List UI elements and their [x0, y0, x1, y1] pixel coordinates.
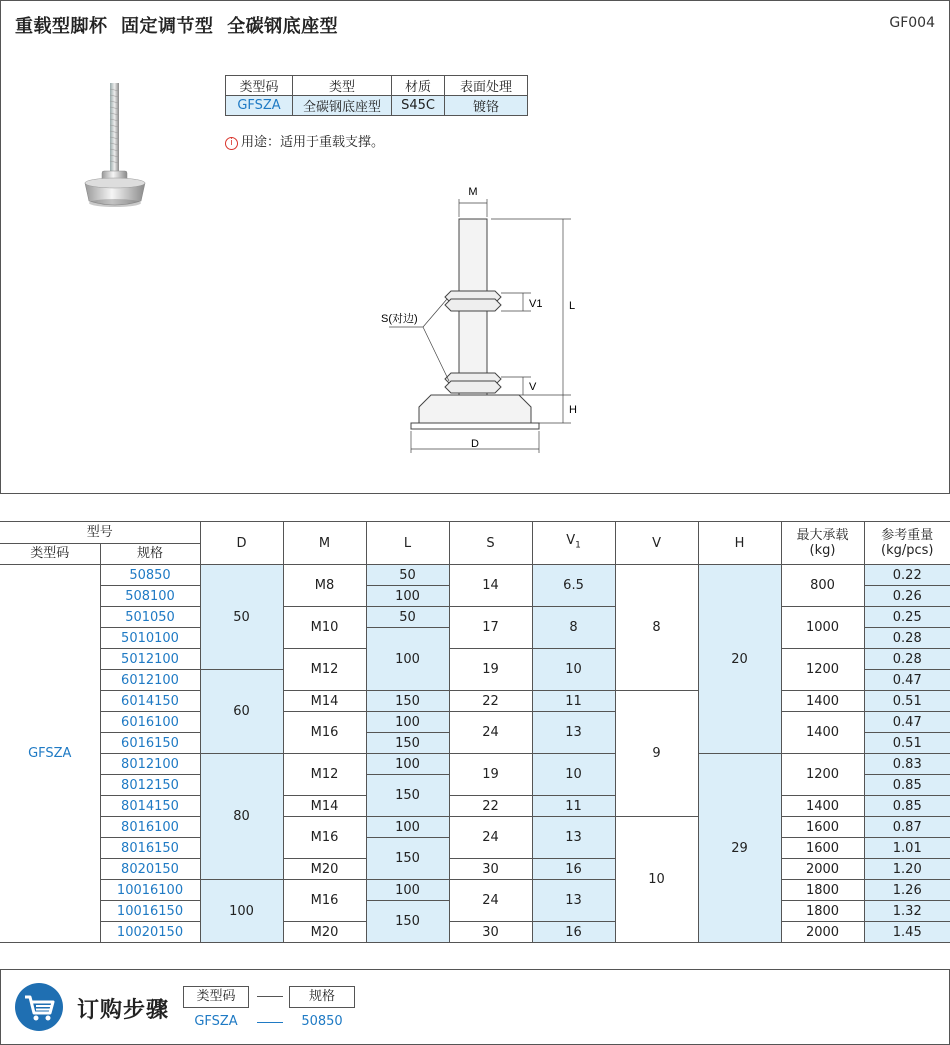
l-cell: 50: [366, 607, 449, 628]
usage-text: 用途：适用于重载支撑。: [241, 135, 385, 150]
order-title: 订购步骤: [77, 998, 170, 1023]
m-cell: M12: [283, 649, 366, 691]
l-cell: 100: [366, 880, 449, 901]
type-value: 全碳钢底座型: [293, 96, 392, 116]
spec-cell: 8016150: [100, 838, 200, 859]
weight-cell: 0.47: [864, 712, 950, 733]
order-separator: [257, 996, 283, 997]
load-cell: 1200: [781, 754, 864, 796]
table-row: [0, 817, 950, 838]
load-cell: 1600: [781, 817, 864, 838]
v1-cell: 13: [532, 712, 615, 754]
m-cell: M16: [283, 880, 366, 922]
order-value-separator: [257, 1022, 283, 1023]
spec-cell: 10016100: [100, 880, 200, 901]
v-cell: 9: [615, 691, 698, 817]
l-cell: 150: [366, 733, 449, 754]
d-cell: 80: [200, 754, 283, 880]
m-header: M: [283, 522, 366, 565]
s-cell: 30: [449, 922, 532, 943]
spec-table: [0, 521, 950, 943]
l-cell: 100: [366, 817, 449, 838]
surface-treatment-header: 表面处理: [445, 76, 528, 96]
load-cell: 2000: [781, 922, 864, 943]
weight-header: 参考重量 (kg/pcs): [864, 522, 950, 565]
l-cell: 100: [366, 712, 449, 733]
v1-cell: 8: [532, 607, 615, 649]
weight-cell: 0.22: [864, 565, 950, 586]
m-cell: M20: [283, 859, 366, 880]
order-type-code-box: 类型码: [183, 986, 249, 1008]
weight-cell: 1.20: [864, 859, 950, 880]
v-cell: 10: [615, 817, 698, 943]
load-cell: 1400: [781, 796, 864, 817]
v1-cell: 13: [532, 880, 615, 922]
technical-drawing: [371, 181, 591, 461]
v1-cell: 16: [532, 859, 615, 880]
weight-cell: 1.01: [864, 838, 950, 859]
dim-label-d: D: [471, 438, 479, 450]
m-cell: M14: [283, 796, 366, 817]
table-row: [0, 649, 950, 670]
s-cell: 30: [449, 859, 532, 880]
s-cell: 22: [449, 691, 532, 712]
dim-label-l: L: [569, 300, 576, 312]
m-cell: M10: [283, 607, 366, 649]
weight-cell: 0.85: [864, 775, 950, 796]
v-cell: 8: [615, 565, 698, 691]
dim-label-m: M: [468, 186, 478, 198]
s-cell: 17: [449, 607, 532, 649]
spec-cell: 6016150: [100, 733, 200, 754]
v1-cell: 16: [532, 922, 615, 943]
l-cell: 150: [366, 838, 449, 880]
s-cell: 24: [449, 712, 532, 754]
weight-cell: 0.85: [864, 796, 950, 817]
model-group-header: 型号: [0, 522, 200, 544]
table-row: [0, 880, 950, 901]
spec-cell: 8016100: [100, 817, 200, 838]
v1-cell: 6.5: [532, 565, 615, 607]
m-cell: M16: [283, 817, 366, 859]
l-cell: 150: [366, 775, 449, 817]
v-header: V: [615, 522, 698, 565]
v1-header: $V_1$: [532, 522, 615, 565]
info-icon: i: [225, 137, 238, 150]
spec-cell: 501050: [100, 607, 200, 628]
dim-label-h: H: [569, 404, 577, 416]
s-cell: 24: [449, 880, 532, 922]
spec-cell: 10016150: [100, 901, 200, 922]
v1-cell: 10: [532, 754, 615, 796]
weight-cell: 0.28: [864, 628, 950, 649]
d-cell: 50: [200, 565, 283, 670]
order-steps-panel: [0, 969, 950, 1045]
v1-cell: 13: [532, 817, 615, 859]
spec-cell: 8012100: [100, 754, 200, 775]
type-table: [225, 75, 528, 116]
spec-cell: 5010100: [100, 628, 200, 649]
load-cell: 1600: [781, 838, 864, 859]
spec-cell: 6016100: [100, 712, 200, 733]
table-row: [0, 712, 950, 733]
weight-cell: 0.87: [864, 817, 950, 838]
spec-cell: 8012150: [100, 775, 200, 796]
spec-cell: 10020150: [100, 922, 200, 943]
load-cell: 800: [781, 565, 864, 607]
m-cell: M14: [283, 691, 366, 712]
product-overview-panel: [0, 0, 950, 494]
h-cell: 29: [698, 754, 781, 943]
spec-cell: 5012100: [100, 649, 200, 670]
table-row: [0, 691, 950, 712]
order-spec-box: 规格: [289, 986, 355, 1008]
weight-cell: 0.83: [864, 754, 950, 775]
type-code-cell: GFSZA: [0, 565, 100, 943]
weight-cell: 0.47: [864, 670, 950, 691]
table-row: [0, 565, 950, 586]
spec-cell: 508100: [100, 586, 200, 607]
product-photo: [71, 79, 161, 219]
order-spec-value: 50850: [301, 1014, 343, 1029]
material-value: S45C: [392, 96, 445, 116]
spec-cell: 6012100: [100, 670, 200, 691]
l-cell: 150: [366, 901, 449, 943]
weight-cell: 1.26: [864, 880, 950, 901]
h-header: H: [698, 522, 781, 565]
load-cell: 1400: [781, 691, 864, 712]
load-cell: 1400: [781, 712, 864, 754]
surface-treatment-value: 镀铬: [445, 96, 528, 116]
shopping-cart-icon: [15, 983, 63, 1031]
usage-note: [225, 131, 384, 150]
table-row: [0, 607, 950, 628]
type-code-header: 类型码: [226, 76, 293, 96]
s-cell: 19: [449, 649, 532, 691]
v1-cell: 11: [532, 796, 615, 817]
v1-cell: 10: [532, 649, 615, 691]
l-cell: 100: [366, 754, 449, 775]
type-code-value: GFSZA: [226, 96, 293, 116]
spec-cell: 8020150: [100, 859, 200, 880]
max-load-header: 最大承载 (kg): [781, 522, 864, 565]
load-cell: 2000: [781, 859, 864, 880]
table-row: [0, 754, 950, 775]
l-cell: 50: [366, 565, 449, 586]
s-cell: 14: [449, 565, 532, 607]
dim-label-s: S(对边): [381, 313, 418, 325]
type-header: 类型: [293, 76, 392, 96]
type-code-header: 类型码: [0, 543, 100, 565]
page-title: 重载型脚杯 固定调节型 全碳钢底座型: [15, 16, 339, 37]
material-header: 材质: [392, 76, 445, 96]
s-cell: 22: [449, 796, 532, 817]
weight-cell: 0.25: [864, 607, 950, 628]
table-row: [0, 859, 950, 880]
spec-header: 规格: [100, 543, 200, 565]
dim-label-v: V: [529, 381, 537, 393]
m-cell: M20: [283, 922, 366, 943]
weight-cell: 1.45: [864, 922, 950, 943]
weight-cell: 1.32: [864, 901, 950, 922]
l-cell: 100: [366, 586, 449, 607]
l-cell: 100: [366, 628, 449, 691]
table-row: [0, 796, 950, 817]
m-cell: M8: [283, 565, 366, 607]
table-row: [0, 922, 950, 943]
weight-cell: 0.51: [864, 691, 950, 712]
load-cell: 1800: [781, 901, 864, 922]
s-cell: 19: [449, 754, 532, 796]
weight-cell: 0.51: [864, 733, 950, 754]
l-header: L: [366, 522, 449, 565]
d-cell: 60: [200, 670, 283, 754]
spec-cell: 6014150: [100, 691, 200, 712]
spec-cell: 50850: [100, 565, 200, 586]
load-cell: 1200: [781, 649, 864, 691]
load-cell: 1000: [781, 607, 864, 649]
load-cell: 1800: [781, 880, 864, 901]
weight-cell: 0.26: [864, 586, 950, 607]
product-code: GF004: [889, 15, 935, 31]
h-cell: 20: [698, 565, 781, 754]
l-cell: 150: [366, 691, 449, 712]
order-type-code-value: GFSZA: [194, 1014, 238, 1029]
m-cell: M12: [283, 754, 366, 796]
s-cell: 24: [449, 817, 532, 859]
v1-cell: 11: [532, 691, 615, 712]
dim-label-v1: V1: [529, 298, 543, 310]
d-cell: 100: [200, 880, 283, 943]
d-header: D: [200, 522, 283, 565]
spec-cell: 8014150: [100, 796, 200, 817]
weight-cell: 0.28: [864, 649, 950, 670]
s-header: S: [449, 522, 532, 565]
m-cell: M16: [283, 712, 366, 754]
